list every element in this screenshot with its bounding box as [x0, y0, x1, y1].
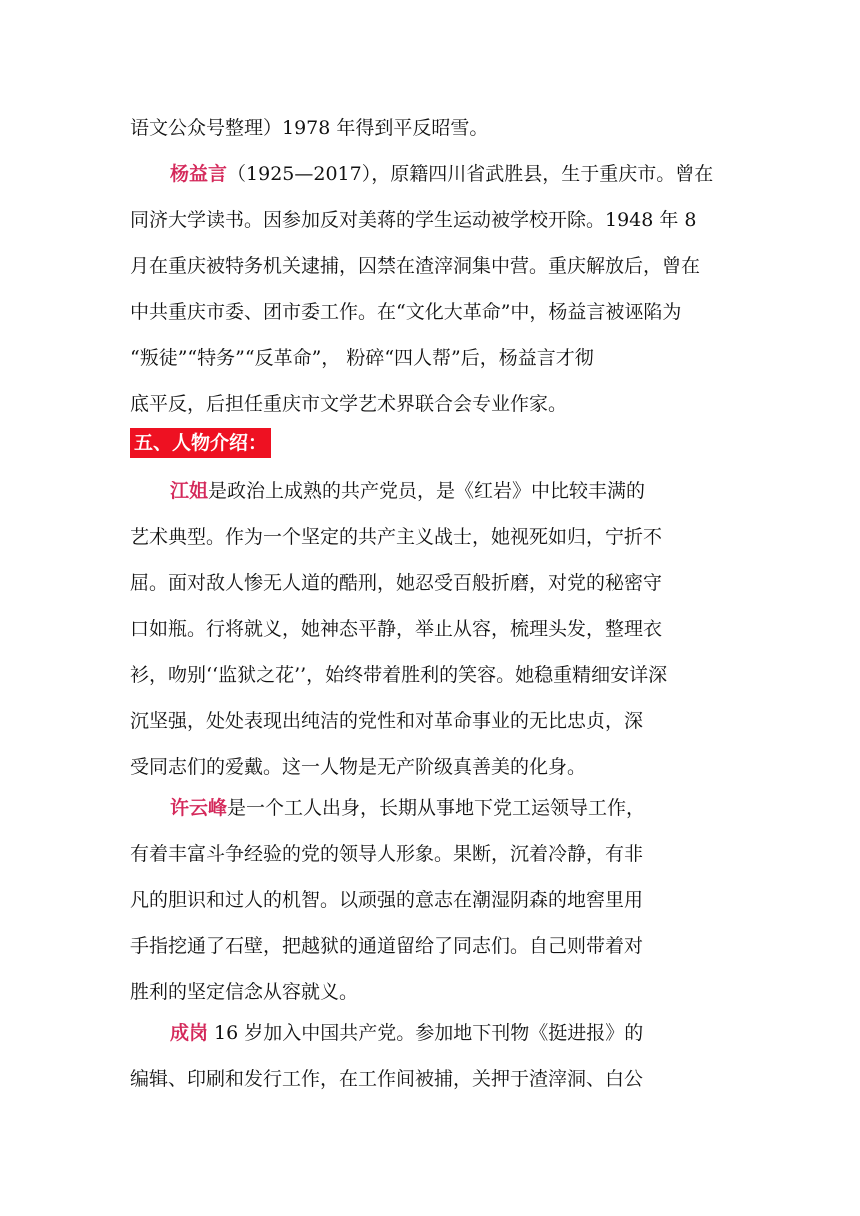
text-line: 艺术典型。作为一个坚定的共产主义战士，她视死如归，宁折不: [130, 526, 663, 548]
text-line: 有着丰富斗争经验的党的领导人形象。果断，沉着冷静，有非: [130, 843, 644, 865]
text-line: [130, 468, 730, 514]
text-line: 语文公众号整理）1978 年得到平反昭雪。: [130, 117, 489, 139]
text-line: [130, 785, 730, 831]
text-line: 中共重庆市委、团市委工作。在“文化大革命”中，杨益言被诬陷为: [130, 301, 682, 323]
text-line: 底平反，后担任重庆市文学艺术界联合会专业作家。: [130, 393, 568, 415]
text-line: “叛徒”“特务”“反革命”， 粉碎“四人帮”后，杨益言才彻: [130, 347, 594, 369]
text-line: 月在重庆被特务机关逮捕，囚禁在渣滓洞集中营。重庆解放后，曾在: [130, 255, 701, 277]
text-line: 胜利的坚定信念从容就义。: [130, 981, 359, 1003]
text-line: 凡的胆识和过人的机智。以顽强的意志在潮湿阴森的地窖里用: [130, 889, 644, 911]
section-heading-characters: 五、人物介绍：: [130, 428, 271, 458]
paragraph-cheng-gang: [130, 1010, 730, 1102]
text-line: 手指挖通了石壁，把越狱的通道留给了同志们。自己则带着对: [130, 935, 644, 957]
text-line: 同济大学读书。因参加反对美蒋的学生运动被学校开除。1948 年 8: [130, 209, 697, 231]
person-name-yang-yiyan: 杨益言: [170, 163, 228, 185]
text-line: [130, 151, 730, 197]
text-line: 口如瓶。行将就义，她神态平静，举止从容，梳理头发，整理衣: [130, 618, 663, 640]
person-name-jiang-jie: 江姐: [170, 480, 209, 502]
text-fragment: 是政治上成熟的共产党员，是《红岩》中比较丰满的: [208, 480, 646, 502]
text-fragment: （1925—2017），原籍四川省武胜县，生于重庆市。曾在: [227, 163, 714, 185]
paragraph-continuation: [130, 105, 730, 151]
paragraph-yang-yiyan: [130, 151, 730, 427]
paragraph-xu-yunfeng: [130, 785, 730, 1015]
text-line: 屈。面对敌人惨无人道的酷刑，她忍受百般折磨，对党的秘密守: [130, 572, 663, 594]
text-line: 沉坚强，处处表现出纯洁的党性和对革命事业的无比忠贞，深: [130, 710, 644, 732]
text-line: 编辑、印刷和发行工作，在工作间被捕，关押于渣滓洞、白公: [130, 1068, 644, 1090]
text-fragment: 是一个工人出身，长期从事地下党工运领导工作，: [227, 797, 646, 819]
paragraph-jiang-jie: [130, 468, 730, 790]
text-fragment: 16 岁加入中国共产党。参加地下刊物《挺进报》的: [208, 1022, 644, 1044]
text-line: 受同志们的爱戴。这一人物是无产阶级真善美的化身。: [130, 756, 587, 778]
person-name-xu-yunfeng: 许云峰: [170, 797, 228, 819]
text-line: 衫，吻别‘‘监狱之花’’，始终带着胜利的笑容。她稳重精细安详深: [130, 664, 668, 686]
person-name-cheng-gang: 成岗: [170, 1022, 209, 1044]
text-line: [130, 1010, 730, 1056]
